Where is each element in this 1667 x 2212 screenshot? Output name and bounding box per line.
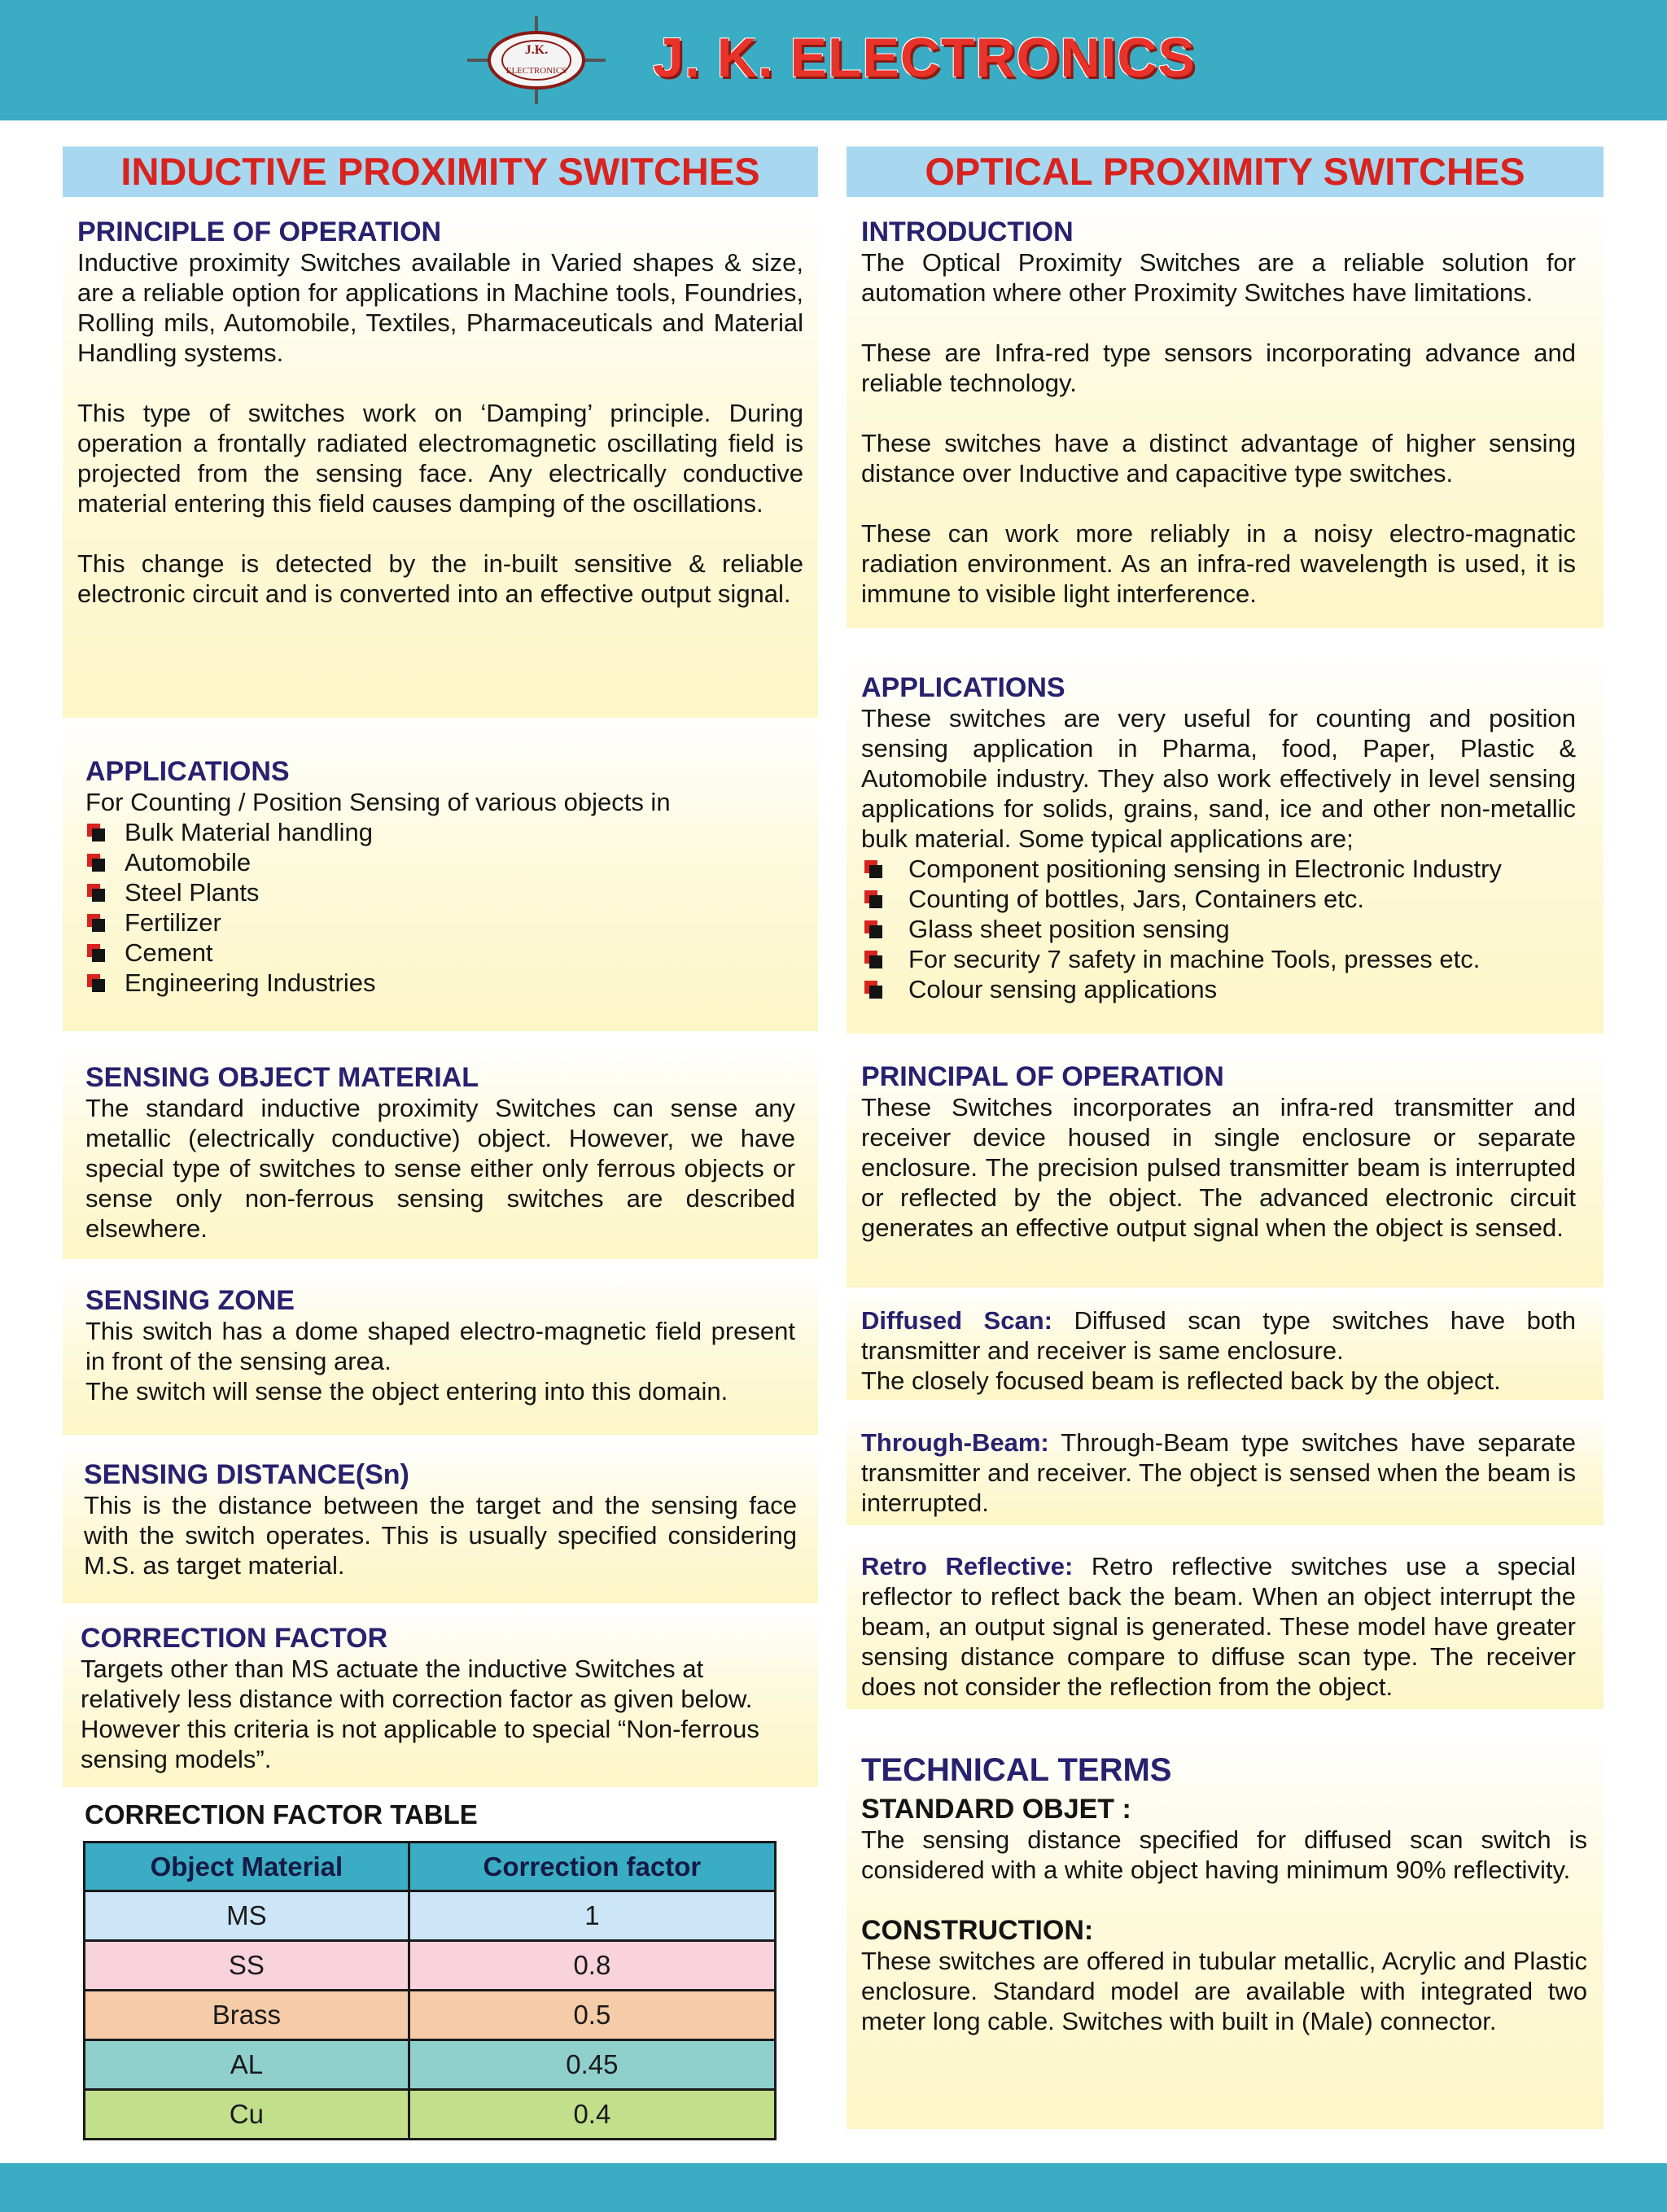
applications-list xyxy=(861,854,1576,1004)
table-row xyxy=(85,1941,776,1991)
applications-intro: For Counting / Position Sensing of various objects in xyxy=(85,788,671,816)
inductive-section-title: INDUCTIVE PROXIMITY SWITCHES xyxy=(63,146,818,197)
applications-paragraph: These switches are very useful for counting and position sensing application in Pharma, food, Paper, Plastic & Automobile industry. They also work effectively in level sensing applications for solids, grains, sand, ice and other non-metallic bulk material. Some typical applications are; xyxy=(861,704,1576,853)
list-item: Cement xyxy=(85,938,795,968)
introduction-paragraph: These switches have a distinct advantage of higher sensing distance over Inductive and capacitive type switches. xyxy=(861,429,1576,487)
bullet-icon xyxy=(87,914,105,932)
bullet-icon xyxy=(864,981,882,999)
list-item: Component positioning sensing in Electronic Industry xyxy=(863,854,1576,884)
introduction-paragraph: These are Infra-red type sensors incorporating advance and reliable technology. xyxy=(861,339,1576,397)
sensing-zone-panel xyxy=(63,1274,818,1435)
introduction-paragraph: These can work more reliably in a noisy electro-magnatic radiation environment. As an infra-red wavelength is used, it is immune to visible light interference. xyxy=(861,519,1576,608)
technical-terms-panel xyxy=(847,1732,1604,2129)
correction-table-title: CORRECTION FACTOR TABLE xyxy=(85,1799,478,1829)
correction-heading: CORRECTION FACTOR xyxy=(81,1623,388,1654)
zone-paragraph: This switch has a dome shaped electro-magnetic field present in front of the sensing area. xyxy=(85,1317,795,1375)
list-item: Fertilizer xyxy=(85,907,795,938)
distance-paragraph: This is the distance between the target and the sensing face with the switch operates. This is usually specified considering M.S. as target material. xyxy=(84,1491,797,1580)
object-material-cell: AL xyxy=(85,2040,409,2090)
object-material-cell: MS xyxy=(85,1891,409,1941)
table-row xyxy=(85,2040,776,2090)
correction-factor-cell: 0.4 xyxy=(409,2090,775,2140)
principal-of-operation-panel xyxy=(847,1050,1604,1287)
retro-reflective-panel xyxy=(847,1538,1604,1709)
bullet-icon xyxy=(864,951,882,968)
list-item: Glass sheet position sensing xyxy=(863,914,1576,944)
through-beam-lead: Through-Beam: xyxy=(861,1428,1049,1457)
table-header-row xyxy=(85,1843,776,1891)
correction-factor-cell: 0.45 xyxy=(409,2040,775,2090)
bullet-icon xyxy=(87,824,105,842)
list-item: Counting of bottles, Jars, Containers etc. xyxy=(863,884,1576,914)
introduction-panel xyxy=(847,205,1604,628)
bullet-icon xyxy=(87,944,105,962)
diffused-scan-panel xyxy=(847,1292,1604,1400)
principle-heading: PRINCIPLE OF OPERATION xyxy=(77,216,442,247)
list-item: For security 7 safety in machine Tools, presses etc. xyxy=(863,944,1576,974)
table-row xyxy=(85,1991,776,2040)
construction-heading: CONSTRUCTION: xyxy=(861,1915,1094,1946)
diffused-paragraph: The closely focused beam is reflected back by the object. xyxy=(861,1366,1501,1395)
company-name: J. K. ELECTRONICS xyxy=(653,27,1196,89)
through-beam-panel xyxy=(847,1414,1604,1525)
sensing-object-material-panel xyxy=(63,1046,818,1259)
retro-paragraph: Retro Reflective: Retro reflective switches use a special reflector to reflect back the beam. When an object interrupt the beam, an output signal is generated. These model have greater sensing distance compare to diffuse scan type. The receiver does not consider the reflection from the object. xyxy=(861,1552,1576,1701)
object-material-cell: Brass xyxy=(85,1991,409,2040)
correction-paragraph: Targets other than MS actuate the inductive Switches at relatively less distance with correction factor as given below. However this criteria is not applicable to special “Non-ferrous sensing models”. xyxy=(81,1655,759,1773)
distance-heading: SENSING DISTANCE(Sn) xyxy=(84,1459,409,1490)
list-item: Engineering Industries xyxy=(85,968,795,998)
bullet-icon xyxy=(864,890,882,908)
object-material-cell: SS xyxy=(85,1941,409,1991)
table-header-cell: Object Material xyxy=(85,1843,409,1891)
svg-text:ELECTRONICS: ELECTRONICS xyxy=(505,66,567,76)
applications-heading: APPLICATIONS xyxy=(85,756,290,787)
applications-list xyxy=(85,817,795,998)
through-beam-paragraph: Through-Beam: Through-Beam type switches have separate transmitter and receiver. The object is sensed when the beam is interrupted. xyxy=(861,1428,1576,1517)
standard-object-paragraph: The sensing distance specified for diffused scan switch is considered with a white object having minimum 90% reflectivity. xyxy=(861,1825,1587,1884)
diffused-lead: Diffused Scan: xyxy=(861,1306,1052,1335)
construction-paragraph: These switches are offered in tubular metallic, Acrylic and Plastic enclosure. Standard model are available with integrated two meter long cable. Switches with built in (Male) connector. xyxy=(861,1947,1587,2035)
bullet-icon xyxy=(87,884,105,902)
list-item: Colour sensing applications xyxy=(863,974,1576,1004)
bullet-icon xyxy=(864,860,882,878)
optical-applications-panel xyxy=(847,651,1604,1034)
table-header-cell: Correction factor xyxy=(409,1843,775,1891)
material-heading: SENSING OBJECT MATERIAL xyxy=(85,1062,479,1093)
introduction-heading: INTRODUCTION xyxy=(861,216,1074,247)
correction-factor-table xyxy=(83,1841,777,2140)
principal-paragraph: These Switches incorporates an infra-red transmitter and receiver device housed in single enclosure or separate enclosure. The precision pulsed transmitter beam is interrupted or reflected by the object. The advanced electronic circuit generates an effective output signal when the object is sensed. xyxy=(861,1093,1576,1242)
applications-heading: APPLICATIONS xyxy=(861,672,1065,703)
sensing-distance-panel xyxy=(63,1445,818,1603)
technical-terms-heading: TECHNICAL TERMS xyxy=(861,1752,1172,1788)
diffused-paragraph: Diffused Scan: Diffused scan type switches have both transmitter and receiver is same enclosure. xyxy=(861,1306,1577,1365)
bullet-icon xyxy=(864,920,882,938)
correction-factor-panel xyxy=(63,1610,818,1787)
retro-lead: Retro Reflective: xyxy=(861,1552,1074,1580)
principle-paragraph: This type of switches work on ‘Damping’ principle. During operation a frontally radiated electromagnetic oscillating field is projected from the sensing face. Any electrically conductive material entering this field causes damping of the oscillations. xyxy=(77,399,803,518)
principal-heading: PRINCIPAL OF OPERATION xyxy=(861,1061,1224,1092)
company-logo xyxy=(467,16,606,104)
table-row xyxy=(85,2090,776,2140)
zone-paragraph: The switch will sense the object entering into this domain. xyxy=(85,1377,728,1405)
introduction-paragraph: The Optical Proximity Switches are a reliable solution for automation where other Proximity Switches have limitations. xyxy=(861,248,1576,307)
correction-factor-cell: 0.8 xyxy=(409,1941,775,1991)
inductive-applications-panel xyxy=(63,722,818,1031)
material-paragraph: The standard inductive proximity Switches can sense any metallic (electrically conductive) object. However, we have special type of switches to sense either only ferrous objects or sense only non-ferrous sensing switches are described elsewhere. xyxy=(85,1094,795,1243)
correction-factor-cell: 0.5 xyxy=(409,1991,775,2040)
correction-factor-cell: 1 xyxy=(409,1891,775,1941)
optical-section-title: OPTICAL PROXIMITY SWITCHES xyxy=(847,146,1604,197)
object-material-cell: Cu xyxy=(85,2090,409,2140)
table-row xyxy=(85,1891,776,1941)
principle-paragraph: This change is detected by the in-built sensitive & reliable electronic circuit and is converted into an effective output signal. xyxy=(77,549,803,608)
principle-of-operation-panel xyxy=(63,205,818,718)
header-banner xyxy=(0,0,1667,120)
zone-heading: SENSING ZONE xyxy=(85,1285,295,1316)
list-item: Bulk Material handling xyxy=(85,817,795,847)
list-item: Steel Plants xyxy=(85,877,795,907)
footer-bar xyxy=(0,2163,1667,2212)
bullet-icon xyxy=(87,974,105,992)
bullet-icon xyxy=(87,854,105,872)
standard-object-heading: STANDARD OBJET : xyxy=(861,1794,1131,1825)
principle-paragraph: Inductive proximity Switches available in Varied shapes & size, are a reliable option for applications in Machine tools, Foundries, Rolling mils, Automobile, Textiles, Pharmaceuticals and Material Handling systems. xyxy=(77,248,803,367)
svg-text:J.K.: J.K. xyxy=(524,43,549,57)
list-item: Automobile xyxy=(85,847,795,877)
